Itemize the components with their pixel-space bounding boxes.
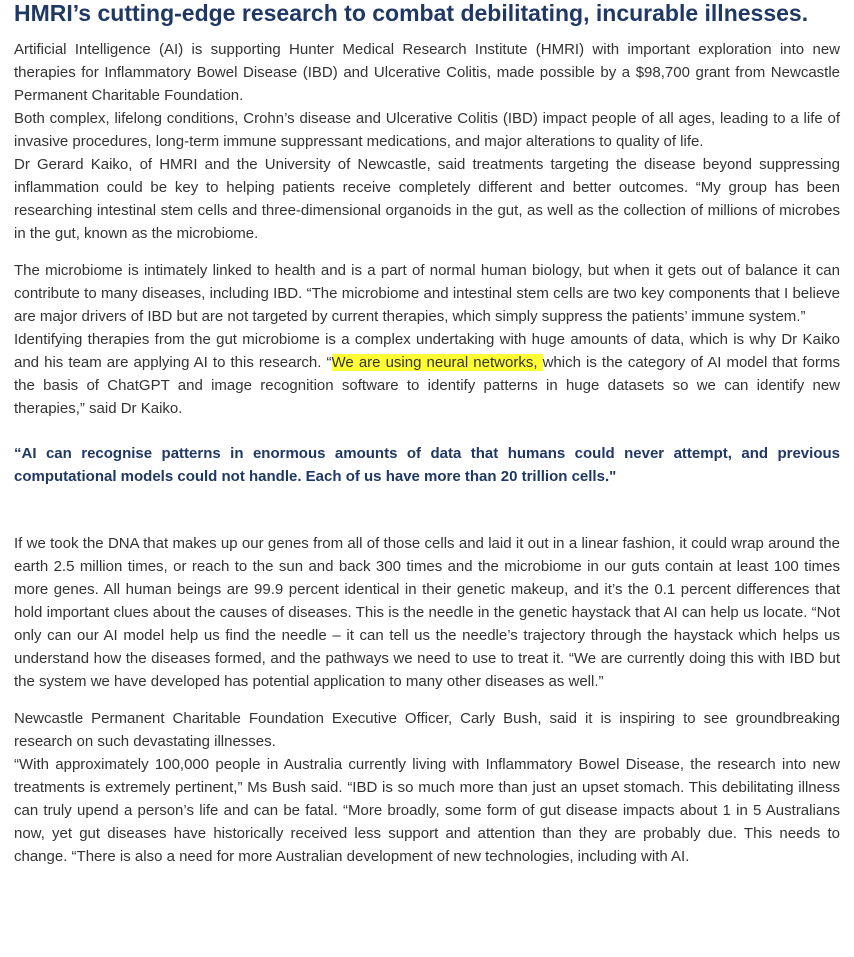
paragraph-intro: Artificial Intelligence (AI) is supporting Hunter Medical Research Institute (HMRI) with important exploration into new therapies for Inflammatory Bowel Disease (IBD) and Ulcerative Colitis, made possible by a $98,700 grant from Newcastle Permanent Charitable Foundation.: [14, 41, 840, 104]
paragraph-ai-research: [14, 328, 840, 420]
paragraph-conditions: Both complex, lifelong conditions, Crohn’s disease and Ulcerative Colitis (IBD) impact people of all ages, leading to a life of invasive procedures, long-term immune suppressant medications, and major alterations to quality of life.: [14, 110, 840, 150]
paragraph-bush-quote: “With approximately 100,000 people in Australia currently living with Inflammatory Bowel Disease, the research into new treatments is extremely pertinent,” Ms Bush said. “IBD is so much more than just an upset stomach. This debilitating illness can truly upend a person’s life and can be fatal. “More broadly, some form of gut disease impacts about 1 in 5 Australians now, yet gut diseases have historically received less support and attention than they are probably due. This needs to change. “There is also a need for more Australian development of new technologies, including with AI.: [14, 756, 840, 865]
highlighted-text: We are using neural networks,: [331, 354, 543, 371]
ai-research-text-end: which is the category of AI model that forms the basis of ChatGPT and image recognition software to identify patterns in huge datasets so we can identify new therapies,” said Dr Kaiko.: [14, 354, 840, 417]
paragraph-kaiko-quote: Dr Gerard Kaiko, of HMRI and the University of Newcastle, said treatments targeting the disease beyond suppressing inflammation could be key to helping patients receive completely different and better outcomes. “My group has been researching intestinal stem cells and three-dimensional organoids in the gut, as well as the collection of millions of microbes in the gut, known as the microbiome.: [14, 156, 840, 242]
article-title: HMRI’s cutting-edge research to combat debilitating, incurable illnesses.: [14, 0, 809, 26]
ai-research-text-start: Identifying therapies from the gut microbiome is a complex undertaking with huge amounts of data, which is why Dr Kaiko and his team are applying AI to this research. “: [14, 331, 840, 371]
paragraph-dna: If we took the DNA that makes up our genes from all of those cells and laid it out in a linear fashion, it could wrap around the earth 2.5 million times, or reach to the sun and back 300 times and the microbiome in our guts contain at least 100 times more genes. All human beings are 99.9 percent identical in their genetic makeup, and it’s the 0.1 percent differences that hold important clues about the causes of diseases. This is the needle in the genetic haystack that AI can help us locate. “Not only can our AI model help us find the needle – it can tell us the needle’s trajectory through the haystack which helps us understand how the diseases formed, and the pathways we need to use to treat it. “We are currently doing this with IBD but the system we have developed has potential application to many other diseases as well.”: [14, 535, 840, 690]
pull-quote: “AI can recognise patterns in enormous amounts of data that humans could never attempt, and previous computational models could not handle. Each of us have more than 20 trillion cells.": [14, 445, 840, 485]
paragraph-microbiome: The microbiome is intimately linked to health and is a part of normal human biology, but when it gets out of balance it can contribute to many diseases, including IBD. “The microbiome and intestinal stem cells are two key components that I believe are major drivers of IBD but are not targeted by current therapies, which simply suppress the patients’ immune system.”: [14, 262, 840, 325]
article: [0, 1, 854, 868]
paragraph-carly-bush: Newcastle Permanent Charitable Foundation Executive Officer, Carly Bush, said it is inspiring to see groundbreaking research on such devastating illnesses.: [14, 710, 840, 750]
